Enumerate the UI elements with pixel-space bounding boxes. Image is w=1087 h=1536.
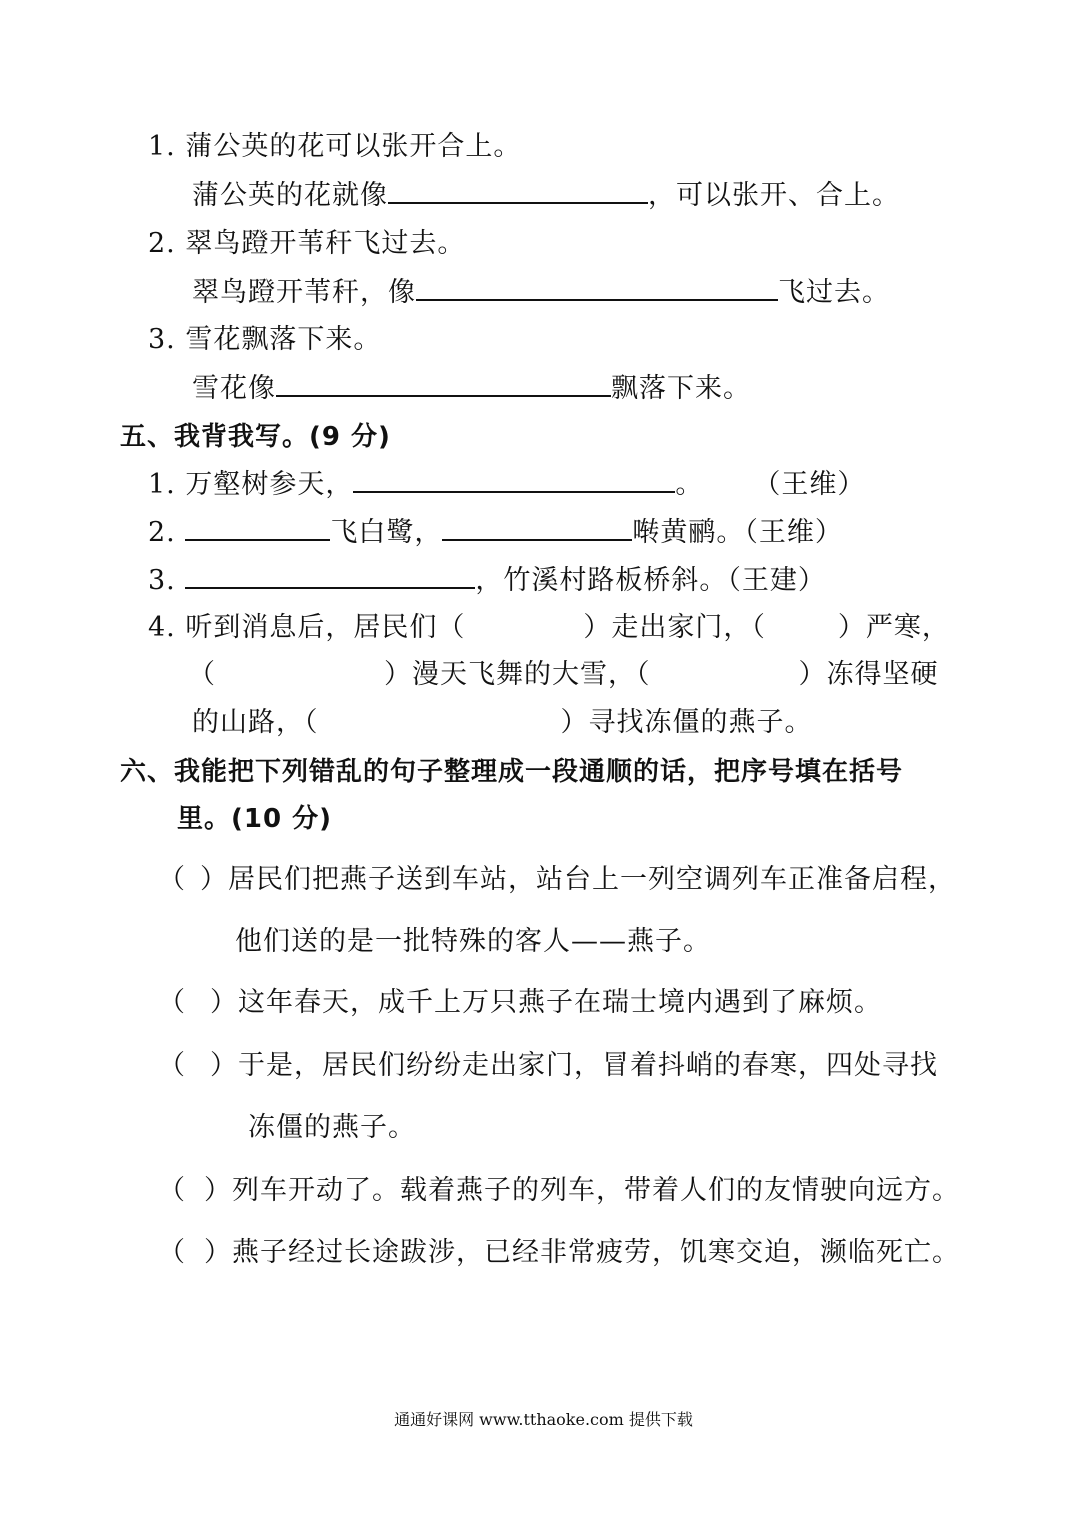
s6-item-3: （ ）于是，居民们纷纷走出家门，冒着抖峭的春寒，四处寻找 — [158, 1050, 938, 1081]
answer-blank[interactable] — [388, 178, 648, 204]
s6-item-1: （ ）居民们把燕子送到车站，站台上一列空调列车正准备启程， — [158, 864, 956, 895]
s4-q2: 2. 翠鸟蹬开苇秆飞过去。 — [148, 228, 466, 259]
s5-q1: 1. 万壑树参天， 。 （王维） — [148, 469, 866, 500]
s5-q2: 2. 飞白鹭， 啭黄鹂。（王维） — [148, 517, 843, 548]
s4-q1-answer: 蒲公英的花就像 ，可以张开、合上。 — [192, 180, 900, 211]
s4-q3: 3. 雪花飘落下来。 — [148, 324, 382, 355]
page-footer: 通通好课网 www.tthaoke.com 提供下载 — [394, 1410, 693, 1429]
s4-q1: 1. 蒲公英的花可以张开合上。 — [148, 131, 522, 162]
s6-item-1-cont: 他们送的是一批特殊的客人——燕子。 — [235, 926, 711, 957]
answer-blank[interactable] — [185, 563, 475, 589]
s6-item-3-cont: 冻僵的燕子。 — [248, 1112, 416, 1143]
answer-blank[interactable] — [185, 515, 330, 541]
section-6-title: 六、我能把下列错乱的句子整理成一段通顺的话，把序号填在括号 — [120, 757, 904, 787]
answer-blank[interactable] — [442, 515, 632, 541]
s5-q3: 3. ，竹溪村路板桥斜。（王建） — [148, 565, 826, 596]
section-5-title: 五、我背我写。(9 分) — [120, 422, 391, 452]
answer-blank[interactable] — [416, 275, 778, 301]
s5-q4-line1: 4. 听到消息后，居民们（ ）走出家门，（ ）严寒， — [148, 612, 950, 643]
s4-q2-answer: 翠鸟蹬开苇秆，像 飞过去。 — [192, 277, 890, 308]
s6-item-2: （ ）这年春天，成千上万只燕子在瑞士境内遇到了麻烦。 — [158, 987, 882, 1018]
s5-q4-line2: （ ）漫天飞舞的大雪，（ ）冻得坚硬 — [188, 659, 939, 690]
s5-q4-line3: 的山路，（ ）寻找冻僵的燕子。 — [192, 707, 813, 738]
section-6-title-cont: 里。(10 分) — [177, 804, 332, 834]
answer-blank[interactable] — [276, 371, 611, 397]
s4-q3-answer: 雪花像 飘落下来。 — [192, 373, 751, 404]
s6-item-4: （ ）列车开动了。载着燕子的列车，带着人们的友情驶向远方。 — [158, 1175, 960, 1206]
answer-blank[interactable] — [353, 467, 675, 493]
s6-item-5: （ ）燕子经过长途跋涉，已经非常疲劳，饥寒交迫，濒临死亡。 — [158, 1237, 960, 1268]
